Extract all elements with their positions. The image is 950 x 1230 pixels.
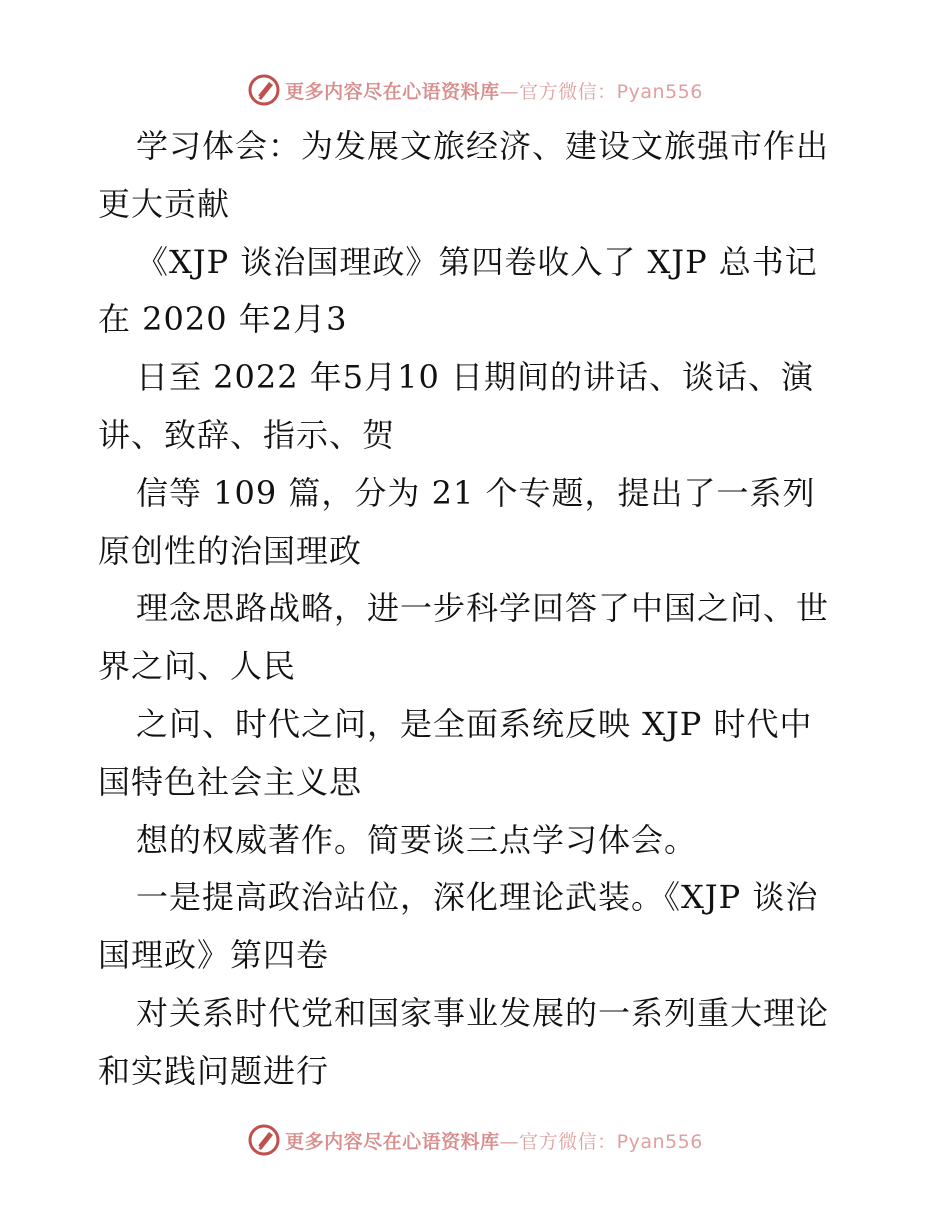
watermark-text: 更多内容尽在心语资料库—官方微信：Pyan556 xyxy=(285,1130,703,1153)
text-line: 讲、致辞、指示、贺 xyxy=(98,415,396,454)
pen-logo-icon xyxy=(247,1123,281,1157)
text-line: 原创性的治国理政 xyxy=(98,531,363,570)
pen-logo-icon xyxy=(247,73,281,107)
text-line: 更大贡献 xyxy=(98,184,231,223)
text-line: 界之问、人民 xyxy=(98,647,297,686)
text-line: 《XJP 谈治国理政》第四卷收入了 XJP 总书记 xyxy=(136,242,818,281)
text-line: 信等 109 篇，分为 21 个专题，提出了一系列 xyxy=(136,473,816,512)
text-line: 之问、时代之问，是全面系统反映 XJP 时代中 xyxy=(136,704,813,743)
text-line: 对关系时代党和国家事业发展的一系列重大理论 xyxy=(136,993,830,1032)
text-line: 国特色社会主义思 xyxy=(98,762,363,801)
text-line: 学习体会：为发展文旅经济、建设文旅强市作出 xyxy=(136,127,830,165)
watermark-text: 更多内容尽在心语资料库—官方微信：Pyan556 xyxy=(285,80,703,103)
text-line: 国理政》第四卷 xyxy=(98,936,330,975)
watermark-footer xyxy=(0,1120,950,1160)
text-line: 日至 2022 年5月10 日期间的讲话、谈话、演 xyxy=(136,358,815,397)
watermark-header xyxy=(0,70,950,110)
text-line: 和实践问题进行 xyxy=(98,1051,330,1090)
text-line: 在 2020 年2月3 xyxy=(98,300,348,339)
text-line: 一是提高政治站位，深化理论武装。《XJP 谈治 xyxy=(136,878,819,917)
document-body xyxy=(98,118,858,1101)
text-line: 想的权威著作。简要谈三点学习体会。 xyxy=(136,820,698,859)
text-line: 理念思路战略，进一步科学回答了中国之问、世 xyxy=(136,589,830,628)
